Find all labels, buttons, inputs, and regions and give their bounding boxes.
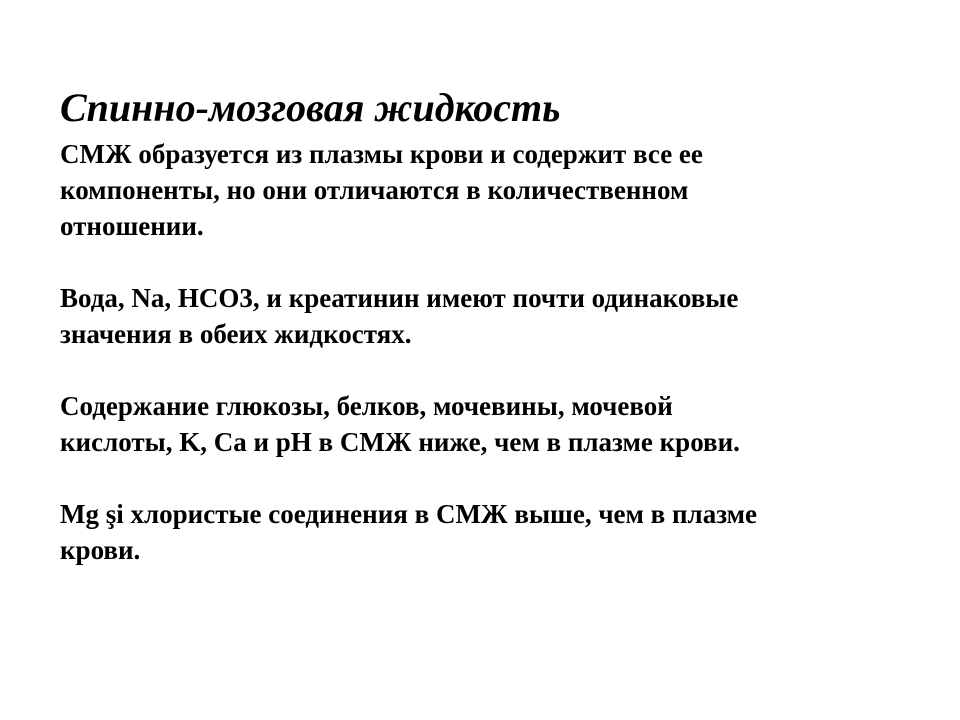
slide-title: Спинно-мозговая жидкость — [60, 85, 561, 130]
paragraph-line: крови. — [60, 535, 141, 565]
paragraph-line: кислоты, K, Ca и pH в СМЖ ниже, чем в плазме крови. — [60, 427, 740, 457]
paragraph-line: Mg şi хлористые соединения в СМЖ выше, чем в плазме — [60, 499, 758, 529]
paragraph-lower-values — [60, 388, 920, 460]
paragraph-line: отношении. — [60, 211, 204, 241]
paragraph-equal-values — [60, 280, 920, 352]
paragraph-csf-origin — [60, 136, 920, 244]
paragraph-line: компоненты, но они отличаются в количественном — [60, 175, 689, 205]
paragraph-line: СМЖ образуется из плазмы крови и содержит все ее — [60, 139, 703, 169]
paragraph-line: Вода, Na, HCO3, и креатинин имеют почти одинаковые — [60, 283, 739, 313]
paragraph-line: значения в обеих жидкостях. — [60, 319, 412, 349]
paragraph-line: Содержание глюкозы, белков, мочевины, мочевой — [60, 391, 673, 421]
paragraph-higher-values — [60, 496, 920, 568]
slide-body — [60, 136, 920, 568]
